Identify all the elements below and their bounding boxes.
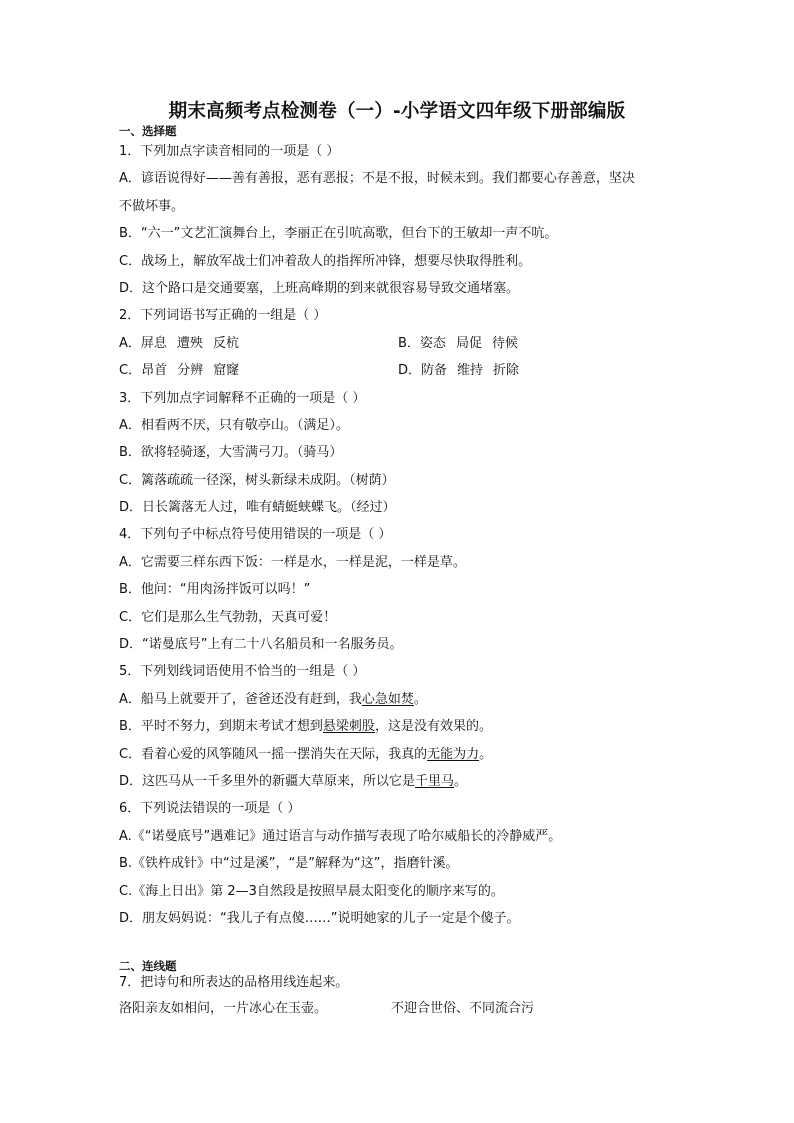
underlined-word: 心急如焚	[361, 691, 414, 707]
question-3-option-b: B．欲将轻骑逐，大雪满弓刀。（骑马）	[119, 445, 343, 461]
question-2-stem: 2．下列词语书写正确的一组是（ ）	[119, 308, 327, 324]
matching-row	[119, 997, 679, 1021]
option-text: 。	[454, 773, 468, 789]
question-2-options-row-1	[119, 330, 679, 357]
question-5-option-b	[119, 713, 679, 740]
question-4-option-a: A．它需要三样东西下饭：一样是水，一样是泥，一样是草。	[119, 554, 466, 570]
section-spacer	[119, 932, 679, 959]
question-7-stem: 7．把诗句和所表达的品格用线连起来。	[119, 975, 349, 991]
question-6-option-a: A.《“诺曼底号”遇难记》通过语言与动作描写表现了哈尔威船长的冷静威严。	[119, 828, 562, 844]
option-word: 分辨	[177, 363, 204, 379]
exam-content	[119, 124, 679, 1021]
question-3-option-a: A．相看两不厌，只有敬亭山。（满足）。	[119, 417, 349, 433]
question-4-option-c: C．它们是那么生气勃勃，天真可爱！	[119, 609, 337, 625]
question-6-option-b: B.《铁杵成针》中“过是溪”，“是”解释为“这”，指磨针溪。	[119, 856, 459, 872]
option-word: 局促	[455, 335, 482, 351]
option-text: 。	[479, 746, 493, 762]
underlined-word: 千里马	[415, 773, 455, 789]
option-label: A．	[119, 335, 141, 351]
option-text: A．船马上就要开了，爸爸还没有赶到，我	[119, 691, 362, 707]
underlined-word: 悬梁刺股	[322, 719, 375, 735]
question-3-option-c: C．篱落疏疏一径深，树头新绿未成阴。（树荫）	[119, 472, 395, 488]
option-word: 姿态	[419, 335, 446, 351]
option-label: B．	[398, 335, 420, 351]
question-3-option-d: D．日长篱落无人过，唯有蜻蜓蛱蝶飞。（经过）	[119, 500, 396, 516]
section-heading-matching: 二、连线题	[119, 959, 177, 974]
question-5-option-a	[119, 686, 679, 713]
option-label: D．	[398, 363, 422, 379]
section-heading-multiple-choice: 一、选择题	[119, 124, 177, 138]
question-5-option-c	[119, 741, 679, 768]
question-6-option-d: D．朋友妈妈说：“我儿子有点傻……”说明她家的儿子一定是个傻子。	[119, 910, 520, 926]
question-1-option-d: D．这个路口是交通要塞，上班高峰期的到来就很容易导致交通堵塞。	[119, 280, 520, 296]
option-word: 屏息	[140, 335, 167, 351]
question-5-stem: 5．下列划线词语使用不恰当的一组是（ ）	[119, 664, 366, 680]
question-6-option-c: C.《海上日出》第 2—3自然段是按照早晨太阳变化的顺序来写的。	[119, 883, 504, 899]
question-1-option-a: A．谚语说得好——善有善报，恶有恶报；不是不报，时候未到。我们都要心存善意，坚决	[119, 171, 635, 187]
question-3-stem: 3．下列加点字词解释不正确的一项是（ ）	[119, 390, 366, 406]
matching-right-trait: 不迎合世俗、不同流合污	[391, 1001, 535, 1017]
option-word: 待候	[491, 335, 518, 351]
matching-left-poem: 洛阳亲友如相问，一片冰心在玉壶。	[119, 1001, 328, 1017]
question-2-option-b	[398, 330, 679, 357]
option-text: 。	[413, 691, 427, 707]
option-word: 折除	[493, 363, 520, 379]
question-4-option-d: D．“诺曼底号”上有二十八名船员和一名服务员。	[119, 637, 403, 653]
page-title: 期末高频考点检测卷（一）-小学语文四年级下册部编版	[168, 101, 626, 122]
question-5-option-d	[119, 768, 679, 795]
option-text: C．看着心爱的风筝随风一摇一摆消失在天际，我真的	[119, 746, 428, 762]
question-1-option-c: C．战场上，解放军战士们冲着敌人的指挥所冲锋，想要尽快取得胜利。	[119, 253, 532, 269]
question-2-option-c	[119, 357, 398, 384]
question-6-stem: 6．下列说法错误的一项是（ ）	[119, 801, 301, 817]
option-text: D．这匹马从一千多里外的新疆大草原来，所以它是	[119, 773, 416, 789]
question-2-option-d	[398, 357, 679, 384]
option-word: 昂首	[141, 363, 168, 379]
question-1-option-b: B．“六一”文艺汇演舞台上，李丽正在引吭高歌，但台下的王敏却一声不吭。	[119, 226, 558, 242]
option-label: C．	[119, 363, 142, 379]
option-word: 遭殃	[176, 335, 203, 351]
option-word: 窟窿	[213, 363, 240, 379]
question-4-stem: 4．下列句子中标点符号使用错误的一项是（ ）	[119, 527, 392, 543]
option-word: 维持	[457, 363, 484, 379]
option-text: B．平时不努力，到期末考试才想到	[119, 719, 323, 735]
question-2-option-a	[119, 330, 398, 357]
option-text: ，这是没有效果的。	[374, 719, 492, 735]
question-1-option-a-continued: 不做坏事。	[119, 198, 185, 214]
option-word: 反杭	[212, 335, 239, 351]
option-word: 防备	[421, 363, 448, 379]
question-2-options-row-2	[119, 357, 679, 384]
question-1-stem: 1．下列加点字读音相同的一项是（ ）	[119, 144, 340, 159]
underlined-word: 无能为力	[427, 746, 480, 762]
question-4-option-b: B．他问：“用肉汤拌饭可以吗！”	[119, 582, 311, 598]
